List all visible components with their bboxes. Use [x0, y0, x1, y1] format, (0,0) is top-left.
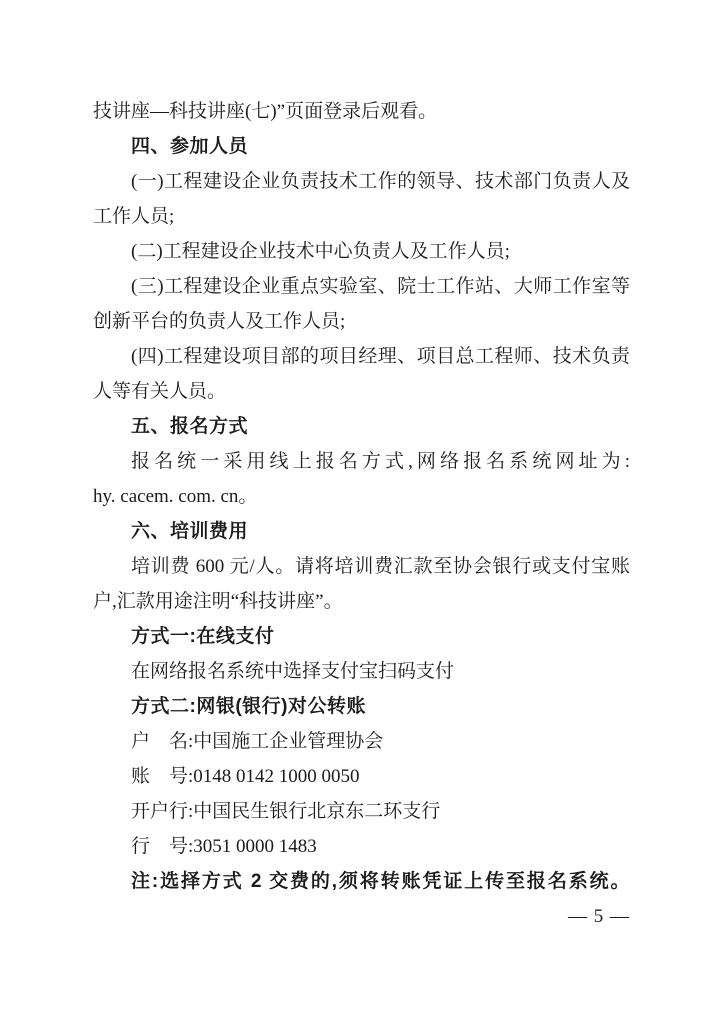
registration-website-url: hy. cacem. com. cn。: [93, 486, 258, 507]
continuation-line-watch-instruction: 技讲座—科技讲座(七)”页面登录后观看。: [93, 101, 438, 122]
fees-line-1: 培训费 600 元/人。请将培训费汇款至协会银行或支付宝账: [131, 556, 630, 577]
participants-item-3-line-2: 创新平台的负责人及工作人员;: [93, 311, 346, 332]
participants-item-4-line-2: 人等有关人员。: [93, 381, 227, 402]
page-number: — 5 —: [568, 906, 630, 927]
participants-item-4-line-1: (四)工程建设项目部的项目经理、项目总工程师、技术负责: [131, 346, 630, 367]
document-body: [93, 94, 630, 934]
payment-method-1-description: 在网络报名系统中选择支付宝扫码支付: [131, 661, 455, 682]
account-name-line: 户 名:中国施工企业管理协会: [131, 731, 384, 752]
heading-payment-method-1: 方式一:在线支付: [131, 626, 275, 647]
participants-item-2: (二)工程建设企业技术中心负责人及工作人员;: [131, 241, 510, 262]
participants-item-1-line-2: 工作人员;: [93, 206, 175, 227]
bank-branch-line: 开户行:中国民生银行北京东二环支行: [131, 801, 441, 822]
heading-section-6-fees: 六、培训费用: [131, 521, 249, 542]
payment-note: 注:选择方式 2 交费的,须将转账凭证上传至报名系统。: [131, 871, 630, 892]
heading-section-5-registration: 五、报名方式: [131, 416, 249, 437]
bank-code-line: 行 号:3051 0000 1483: [131, 836, 317, 857]
heading-payment-method-2: 方式二:网银(银行)对公转账: [131, 696, 366, 717]
registration-method-line: 报名统一采用线上报名方式,网络报名系统网址为:: [131, 451, 630, 472]
fees-line-2: 户,汇款用途注明“科技讲座”。: [93, 591, 343, 612]
account-number-line: 账 号:0148 0142 1000 0050: [131, 766, 360, 787]
heading-section-4-participants: 四、参加人员: [131, 136, 249, 157]
participants-item-1-line-1: (一)工程建设企业负责技术工作的领导、技术部门负责人及: [131, 171, 630, 192]
participants-item-3-line-1: (三)工程建设企业重点实验室、院士工作站、大师工作室等: [131, 276, 630, 297]
